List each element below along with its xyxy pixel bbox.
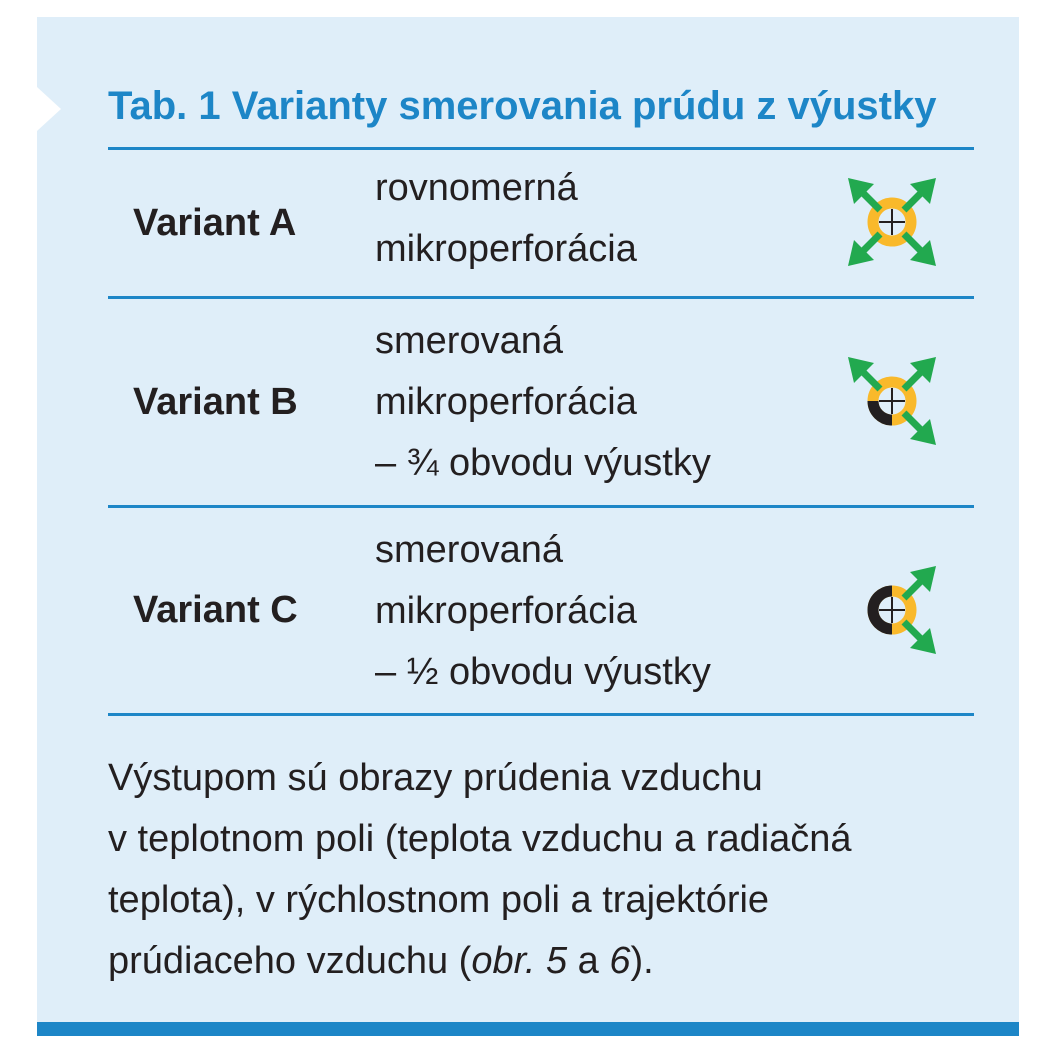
paragraph-line: v teplotnom poli (teplota vzduchu a radiačná (108, 818, 852, 860)
variant-b-label: Variant B (133, 380, 298, 423)
figure-reference: 6 (609, 940, 631, 982)
paragraph-line: Výstupom sú obrazy prúdenia vzduchu (108, 757, 763, 799)
variant-a-description: rovnomerná mikroperforácia (375, 167, 637, 270)
bottom-accent-bar (37, 1022, 1019, 1036)
variant-a-label: Variant A (133, 201, 297, 244)
half-perforation-icon (844, 562, 940, 658)
table-row (108, 508, 974, 713)
paragraph-line: teplota), v rýchlostnom poli a trajektórie (108, 879, 770, 921)
table-bottom-rule (108, 713, 974, 716)
body-paragraph (108, 748, 988, 992)
three-quarter-perforation-icon (844, 353, 940, 449)
uniform-perforation-icon (844, 174, 940, 270)
panel-notch (37, 87, 61, 131)
paragraph-line: prúdiaceho vzduchu (obr. 5 a 6). (108, 940, 654, 982)
variant-b-description: smerovaná mikroperforácia – ¾ obvodu výustky (375, 320, 711, 484)
table-row (108, 299, 974, 505)
variant-c-label: Variant C (133, 589, 298, 631)
figure-reference: obr. 5 (471, 940, 568, 982)
table-row (108, 150, 974, 296)
variant-c-description: smerovaná mikroperforácia – ½ obvodu výustky (375, 529, 711, 693)
table-title: Tab. 1 Varianty smerovania prúdu z výustky (108, 84, 937, 128)
